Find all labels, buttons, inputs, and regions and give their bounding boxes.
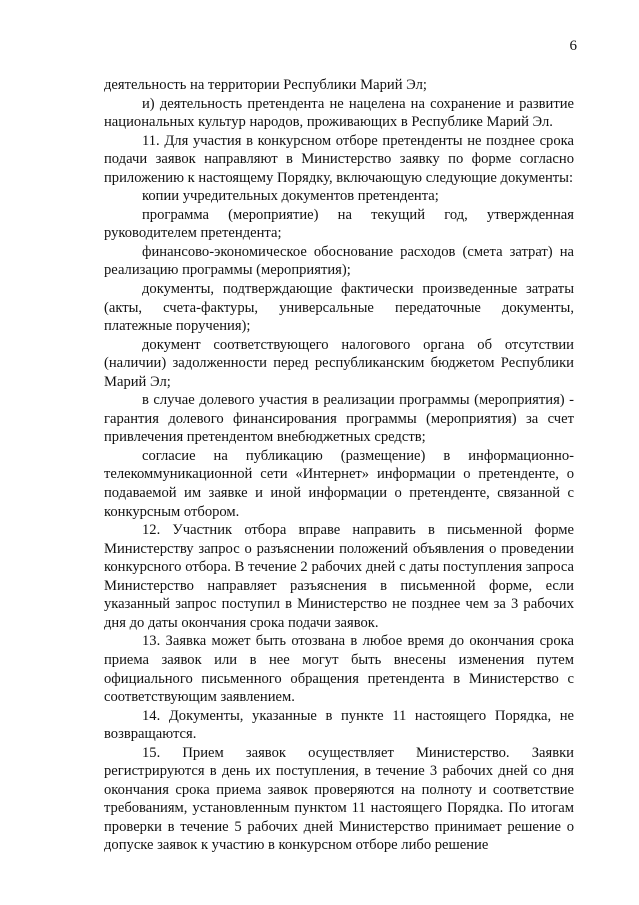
- paragraph: копии учредительных документов претендента;: [142, 188, 439, 205]
- paragraph: 12. Участник отбора вправе направить в письменной форме Министерству запрос о разъяснении положений объявления о проведении конкурсного отбора. В течение 2 рабочих дней с даты поступления запроса Министерство направляет разъяснения в письменной форме, если указанный запрос поступил в Министерство не позднее чем за 3 рабочих дня до даты окончания срока подачи заявок.: [104, 522, 574, 631]
- paragraph: согласие на публикацию (размещение) в информационно-телекоммуникационной сети «Интернет» информации о претенденте, о подаваемой им заявке и иной информации о претенденте, связанной с конкурсным отбором.: [104, 447, 574, 520]
- paragraph: документы, подтверждающие фактически произведенные затраты (акты, счета-фактуры, универсальные передаточные документы, платежные поручения);: [104, 281, 574, 335]
- paragraph: деятельность на территории Республики Марий Эл;: [104, 77, 427, 93]
- page-number: 6: [569, 38, 577, 54]
- paragraph: в случае долевого участия в реализации программы (мероприятия) - гарантия долевого финансирования программы (мероприятия) за счет привлечения претендентом внебюджетных средств;: [104, 392, 574, 446]
- paragraph: 14. Документы, указанные в пункте 11 настоящего Порядка, не возвращаются.: [104, 707, 574, 743]
- paragraph: 11. Для участия в конкурсном отборе претенденты не позднее срока подачи заявок направляют в Министерство заявку по форме согласно приложению к настоящему Порядку, включающую следующие документы:: [104, 132, 574, 186]
- paragraph: документ соответствующего налогового органа об отсутствии (наличии) задолженности перед республиканским бюджетом Республики Марий Эл;: [104, 336, 574, 390]
- paragraph: программа (мероприятие) на текущий год, утвержденная руководителем претендента;: [104, 206, 574, 242]
- paragraph: и) деятельность претендента не нацелена на сохранение и развитие национальных культур народов, проживающих в Республике Марий Эл.: [104, 95, 574, 131]
- document-body: [104, 76, 574, 855]
- paragraph: 13. Заявка может быть отозвана в любое время до окончания срока приема заявок или в нее могут быть внесены изменения путем официального письменного обращения претендента в Министерство с соответствующим заявлением.: [104, 633, 574, 706]
- paragraph: финансово-экономическое обоснование расходов (смета затрат) на реализацию программы (мероприятия);: [104, 243, 574, 279]
- paragraph: 15. Прием заявок осуществляет Министерство. Заявки регистрируются в день их поступления, в течение 3 рабочих дней со дня окончания срока приема заявок проверяются на полноту и соответствие требованиям, установленным пунктом 11 настоящего Порядка. По итогам проверки в течение 5 рабочих дней Министерство принимает решение о допуске заявок к участию в конкурсном отборе либо решение: [104, 744, 574, 854]
